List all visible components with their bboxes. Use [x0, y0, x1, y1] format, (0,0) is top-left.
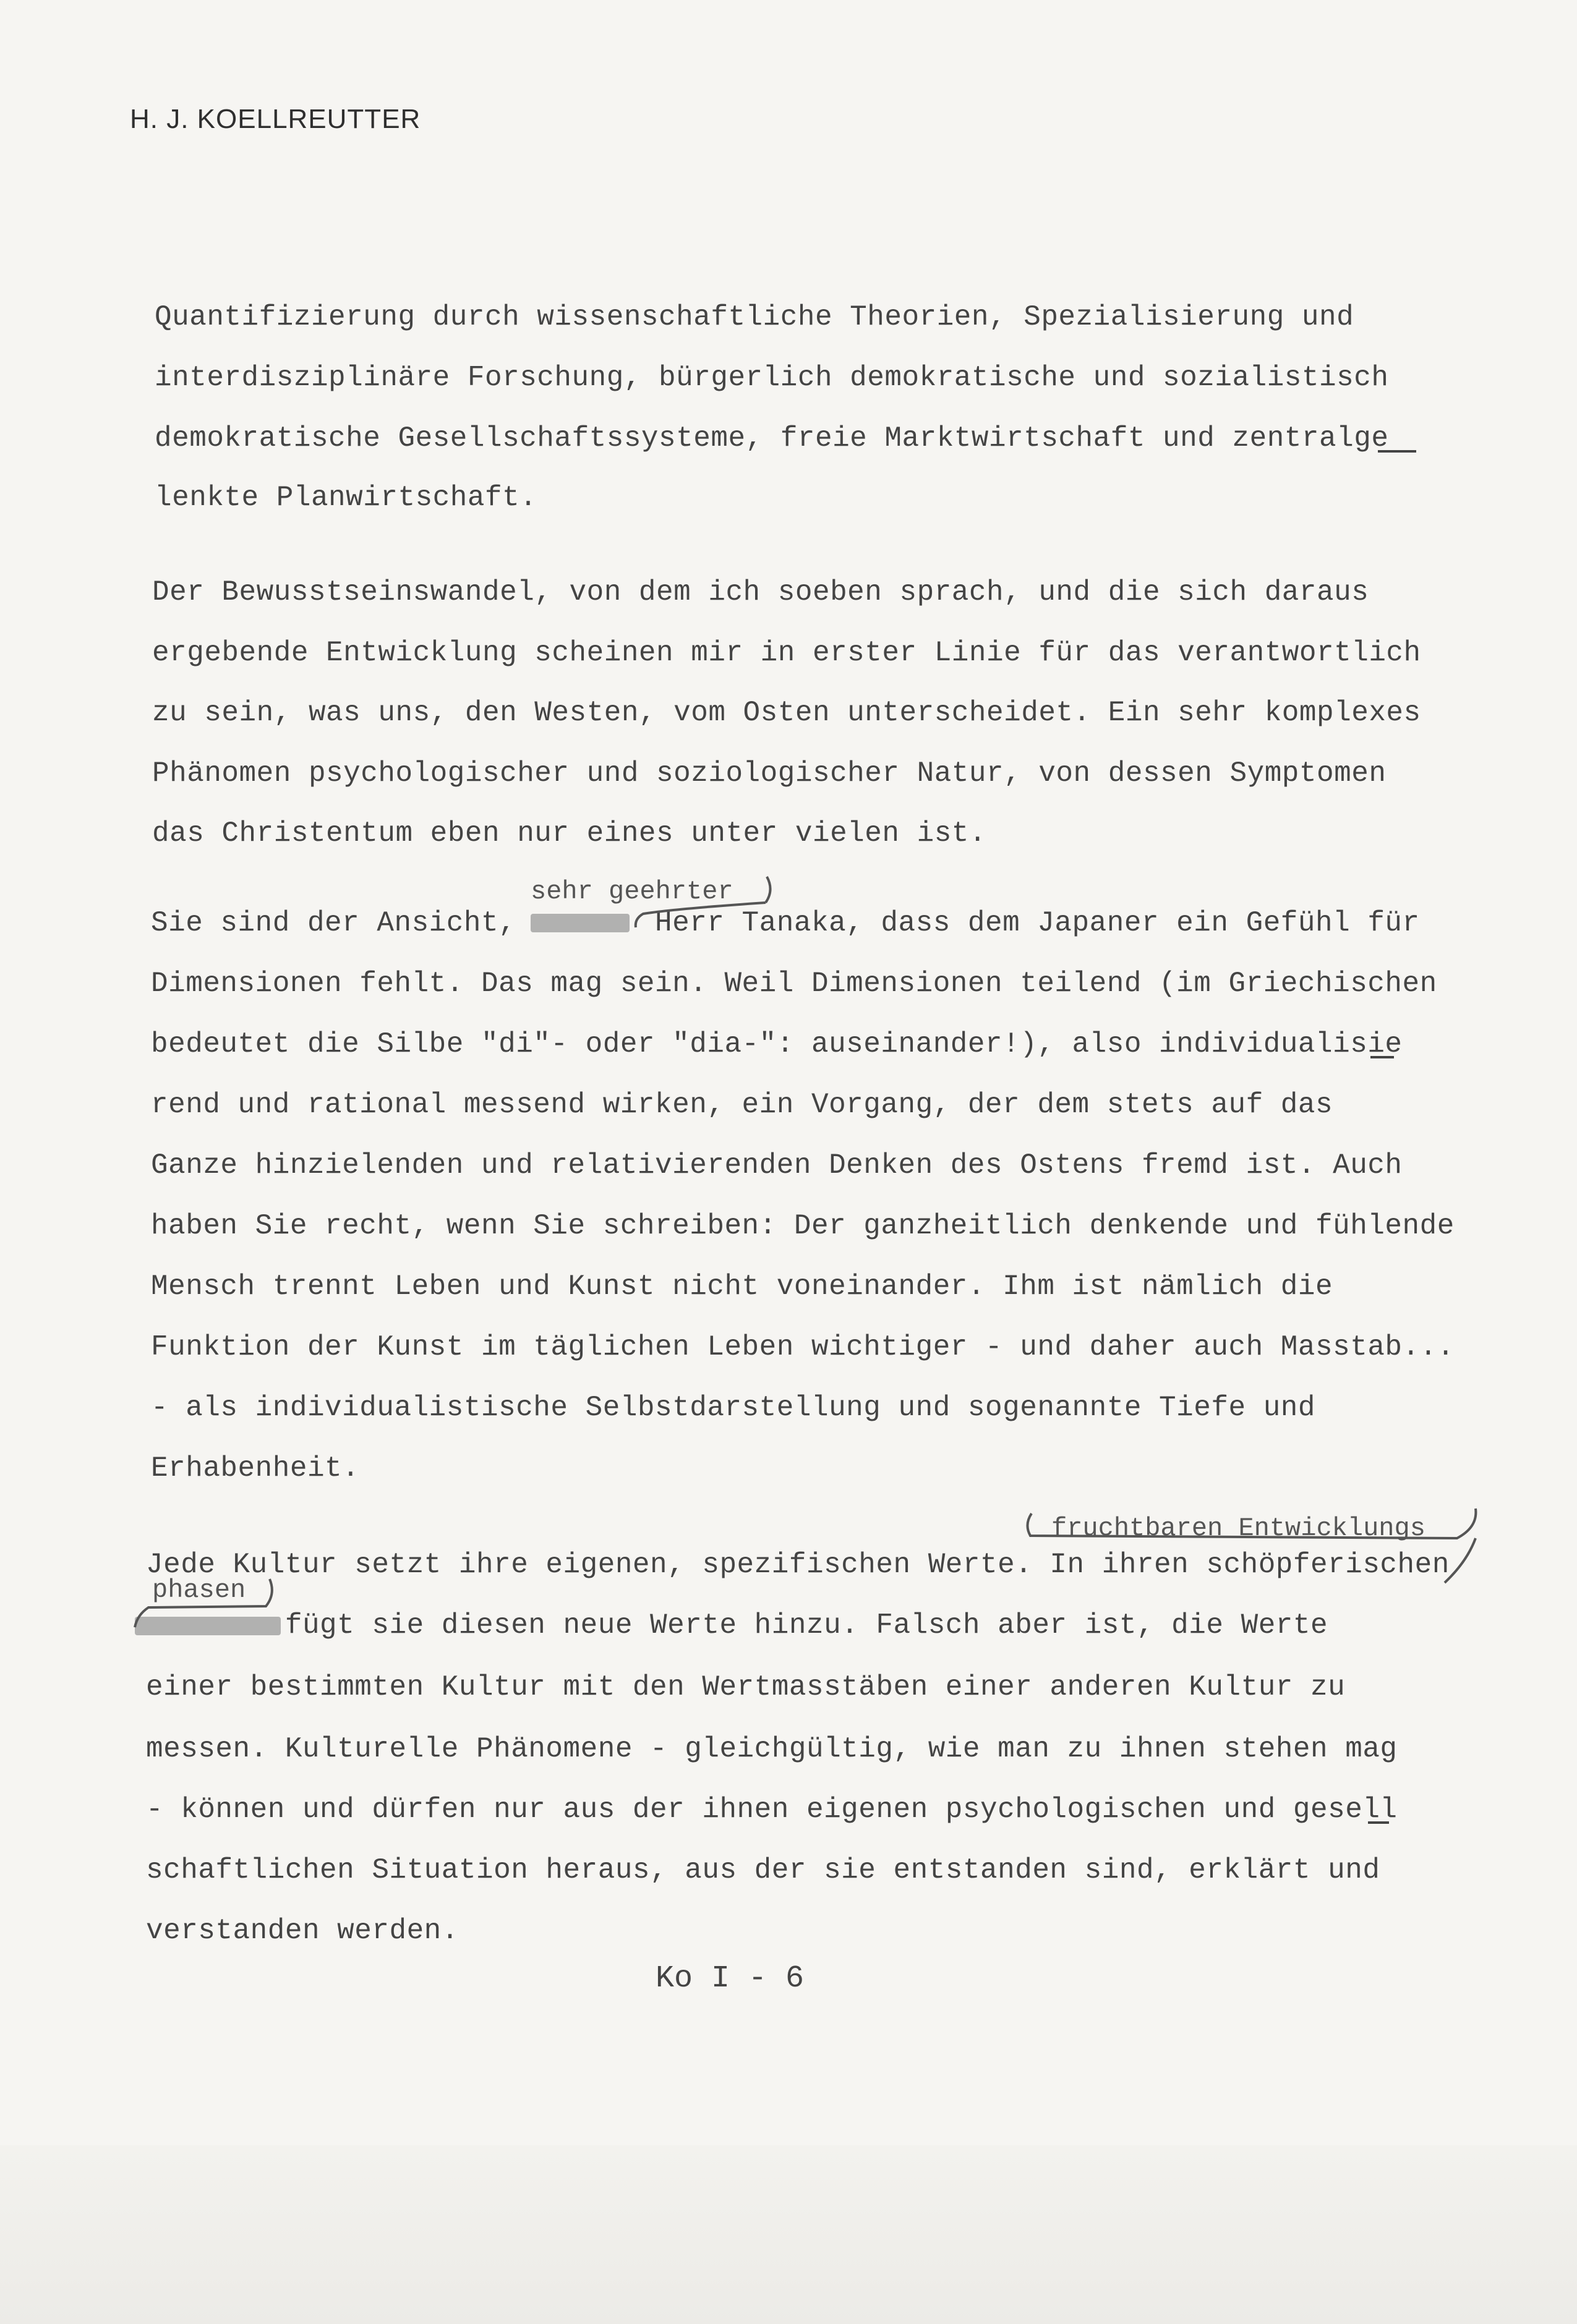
text-line: Erhabenheit.: [151, 1452, 360, 1484]
text-line: Sie sind der Ansicht, Herr Tanaka, dass dem Japaner ein Gefühl für: [151, 907, 1420, 939]
text-line: Funktion der Kunst im täglichen Leben wichtiger - und daher auch Masstab...: [151, 1331, 1455, 1363]
text-line: demokratische Gesellschaftssysteme, freie Marktwirtschaft und zentralge: [155, 422, 1389, 454]
text-line: ergebende Entwicklung scheinen mir in erster Linie für das verantwortlich: [152, 637, 1421, 669]
text-line: schaftlichen Situation heraus, aus der sie entstanden sind, erklärt und: [146, 1854, 1380, 1886]
text-line: Phänomen psychologischer und soziologischer Natur, von dessen Symptomen: [152, 757, 1387, 790]
text-line: - können und dürfen nur aus der ihnen eigenen psychologischen und gesell: [146, 1794, 1398, 1826]
handwritten-annotation: phasen: [152, 1575, 246, 1605]
text-line: - als individualistische Selbstdarstellung und sogenannte Tiefe und: [151, 1392, 1316, 1424]
text-line: verstanden werden.: [146, 1915, 459, 1947]
text-line: bedeutet die Silbe "di"- oder "dia-": auseinander!), also individualisie: [151, 1028, 1403, 1060]
text-line: zu sein, was uns, den Westen, vom Osten unterscheidet. Ein sehr komplexes: [152, 697, 1421, 729]
text-line: lenkte Planwirtschaft.: [155, 482, 537, 514]
text-line: das Christentum eben nur eines unter vielen ist.: [152, 817, 987, 849]
text-line: fügt sie diesen neue Werte hinzu. Falsch aber ist, die Werte: [146, 1609, 1328, 1641]
scan-bottom-shadow: [0, 2145, 1577, 2324]
text-line: messen. Kulturelle Phänomene - gleichgültig, wie man zu ihnen stehen mag: [146, 1733, 1398, 1765]
page-code: Ko I - 6: [656, 1961, 805, 1996]
handwritten-annotation: fruchtbaren Entwicklungs: [1051, 1513, 1425, 1543]
handwritten-annotation: sehr geehrter: [531, 877, 733, 906]
text-line: haben Sie recht, wenn Sie schreiben: Der ganzheitlich denkende und fühlende: [151, 1210, 1455, 1242]
text-line: Quantifizierung durch wissenschaftliche Theorien, Spezialisierung und: [155, 301, 1354, 333]
text-line: Mensch trennt Leben und Kunst nicht voneinander. Ihm ist nämlich die: [151, 1271, 1333, 1303]
text-line: Ganze hinzielenden und relativierenden Denken des Ostens fremd ist. Auch: [151, 1149, 1403, 1181]
text-line: Der Bewusstseinswandel, von dem ich soeben sprach, und die sich daraus: [152, 576, 1369, 608]
text-line: Dimensionen fehlt. Das mag sein. Weil Dimensionen teilend (im Griechischen: [151, 968, 1437, 1000]
text-line: interdisziplinäre Forschung, bürgerlich demokratische und sozialistisch: [155, 362, 1389, 394]
text-line: einer bestimmten Kultur mit den Wertmasstäben einer anderen Kultur zu: [146, 1671, 1346, 1703]
text-line: Jede Kultur setzt ihre eigenen, spezifischen Werte. In ihren schöpferischen: [146, 1549, 1450, 1581]
text-line: rend und rational messend wirken, ein Vorgang, der dem stets auf das: [151, 1089, 1333, 1121]
letterhead: H. J. KOELLREUTTER: [130, 104, 421, 134]
